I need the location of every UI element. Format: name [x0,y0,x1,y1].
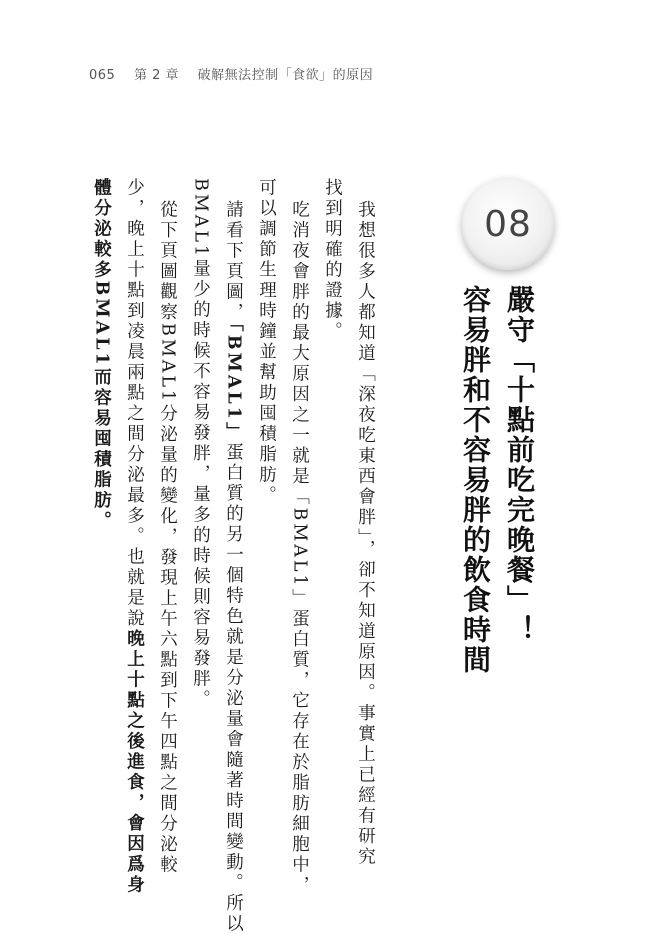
paragraph-3-line-2: BMAL1量少的時候不容易發胖，量多的時候則容易發胖。 [190,178,211,711]
paragraph-3-line-1 [224,200,242,934]
paragraph-2-line-1: 吃消夜會胖的最大原因之一就是「BMAL1」蛋白質，它存在於脂肪細胞中， [289,200,310,897]
chapter-title: 破解無法控制「食欲」的原因 [197,68,374,83]
paragraph-4-line-2 [125,178,143,896]
page-number: 065 [89,68,116,83]
running-header [89,64,373,83]
paragraph-1-line-2: 找到明確的證據。 [322,178,343,342]
paragraph-3-bold-term: 「BMAL1」 [223,323,244,443]
section-heading-line-1: 嚴守「十點前吃完晚餐」！ [503,285,536,645]
section-number-badge [462,178,554,270]
paragraph-4-bold-text: 晚上十點之後進食，會因爲身 [124,629,145,896]
paragraph-3-text-c: 蛋白質的另一個特色就是分泌量會隨著時間變動。所以 [223,442,244,934]
paragraph-4-line-3 [92,178,110,532]
paragraph-2-line-2: 可以調節生理時鐘並幫助囤積脂肪。 [256,178,277,506]
chapter-label: 第 2 章 [133,68,180,83]
section-heading-line-2: 容易胖和不容易胖的飲食時間 [459,285,492,675]
paragraph-1-line-1: 我想很多人都知道「深夜吃東西會胖」，卻不知道原因。事實上已經有研究 [355,200,376,868]
paragraph-4-bold-conclusion: 體分泌較多BMAL1而容易囤積脂肪。 [91,178,112,532]
paragraph-3-text-a: 請看下頁圖， [223,200,244,323]
section-number: 08 [484,203,532,245]
paragraph-4-line-1: 從下頁圖觀察BMAL1分泌量的變化，發現上午六點到下午四點之間分泌較 [157,200,178,876]
paragraph-4-text-a: 少，晚上十點到凌晨兩點之間分泌最多。也就是說 [124,178,145,629]
